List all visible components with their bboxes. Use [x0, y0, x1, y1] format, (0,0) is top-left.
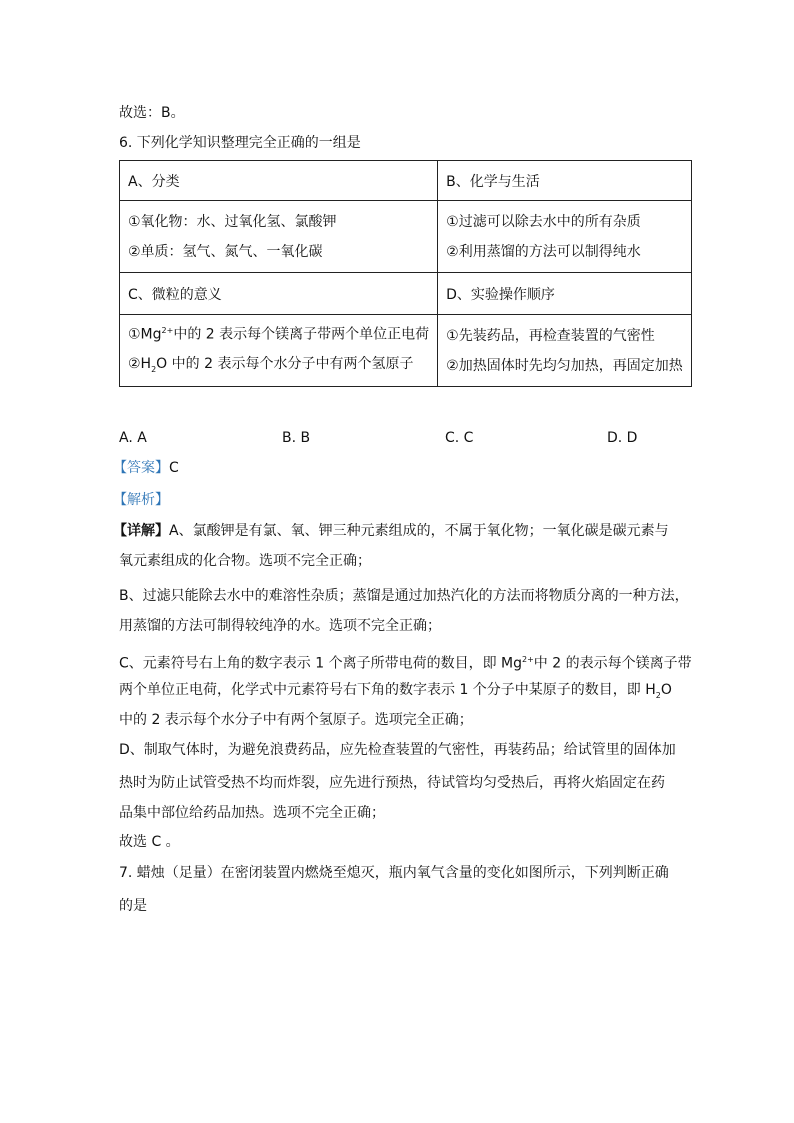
text: 中 2 的表示每个镁离子带	[533, 655, 692, 672]
text: O	[660, 682, 672, 698]
cell-d-body	[438, 315, 692, 387]
detail-label: 【详解】	[113, 523, 169, 539]
cell-text: ①先装药品，再检查装置的气密性	[446, 327, 655, 344]
cell-text	[128, 349, 429, 385]
text: 两个单位正电荷，化学式中元素符号右下角的数字表示 1 个分子中某原子的数目，即 H	[119, 682, 656, 698]
text: O 中的 2 表示每个水分子中有两个氢原子	[156, 356, 414, 373]
question-7-stem: 7. 蜡烛（足量）在密闭装置内燃烧至熄灭，瓶内氧气含量的变化如图所示，下列判断正确	[119, 865, 669, 881]
cell-text	[128, 316, 429, 350]
option-d: D. D	[607, 430, 638, 446]
answer-line	[113, 459, 179, 477]
cell-b-body	[438, 201, 692, 273]
text: C、元素符号右上角的数字表示 1 个离子所带电荷的数目，即 Mg	[119, 655, 522, 672]
subscript: 2	[655, 690, 661, 700]
explanation-line: 用蒸馏的方法可制得较纯净的水。选项不完全正确；	[119, 618, 441, 634]
conclusion: 故选 C 。	[119, 834, 180, 850]
cell-text: ②利用蒸馏的方法可以制得纯水	[446, 243, 641, 260]
analysis-label: 【解析】	[113, 492, 169, 508]
answer-label: 【答案】	[113, 460, 169, 476]
cell-text: ②加热固体时先均匀加热，再固定加热	[446, 357, 683, 374]
cell-c-head: C、微粒的意义	[120, 273, 438, 315]
option-c: C. C	[445, 430, 474, 446]
cell-c-body	[120, 315, 438, 387]
answer-value: C	[169, 460, 179, 476]
cell-d-head: D、实验操作顺序	[438, 273, 692, 315]
explanation-line: 中的 2 表示每个水分子中有两个氢原子。选项完全正确；	[119, 712, 473, 728]
explanation-line: 热时为防止试管受热不均而炸裂，应先进行预热，待试管均匀受热后，再将火焰固定在药	[119, 775, 665, 791]
text: 中的 2 表示每个镁离子带两个单位正电荷	[173, 326, 430, 343]
cell-a-head: A、分类	[120, 161, 438, 201]
superscript: 2+	[522, 655, 534, 664]
explanation-line: 品集中部位给药品加热。选项不完全正确；	[119, 805, 385, 821]
explanation-line: D、制取气体时，为避免浪费药品，应先检查装置的气密性，再装药品；给试管里的固体加	[119, 742, 676, 758]
cell-a-body	[120, 201, 438, 273]
question-6-stem: 6. 下列化学知识整理完全正确的一组是	[119, 135, 361, 151]
subscript: 2	[151, 365, 157, 375]
superscript: 2+	[161, 325, 174, 335]
text: ②H	[128, 356, 152, 373]
cell-text: ①过滤可以除去水中的所有杂质	[446, 213, 641, 230]
prev-answer: 故选：B。	[119, 105, 185, 121]
text: A、氯酸钾是有氯、氧、钾三种元素组成的，不属于氧化物；一氧化碳是碳元素与	[169, 523, 669, 539]
option-b: B. B	[282, 430, 311, 446]
option-a: A. A	[119, 430, 147, 446]
cell-text: ①氧化物：水、过氧化氢、氯酸钾	[128, 213, 337, 230]
question-7-stem-cont: 的是	[119, 898, 147, 914]
detail-line	[113, 522, 669, 540]
cell-b-head: B、化学与生活	[438, 161, 692, 201]
text: ①Mg	[128, 326, 162, 343]
knowledge-table	[119, 160, 692, 387]
explanation-line	[119, 651, 692, 673]
explanation-line: 氧元素组成的化合物。选项不完全正确；	[119, 553, 371, 569]
explanation-line	[119, 681, 672, 705]
cell-text: ②单质：氢气、氮气、一氧化碳	[128, 243, 323, 260]
explanation-line: B、过滤只能除去水中的难溶性杂质；蒸馏是通过加热汽化的方法而将物质分离的一种方法，	[119, 588, 689, 604]
